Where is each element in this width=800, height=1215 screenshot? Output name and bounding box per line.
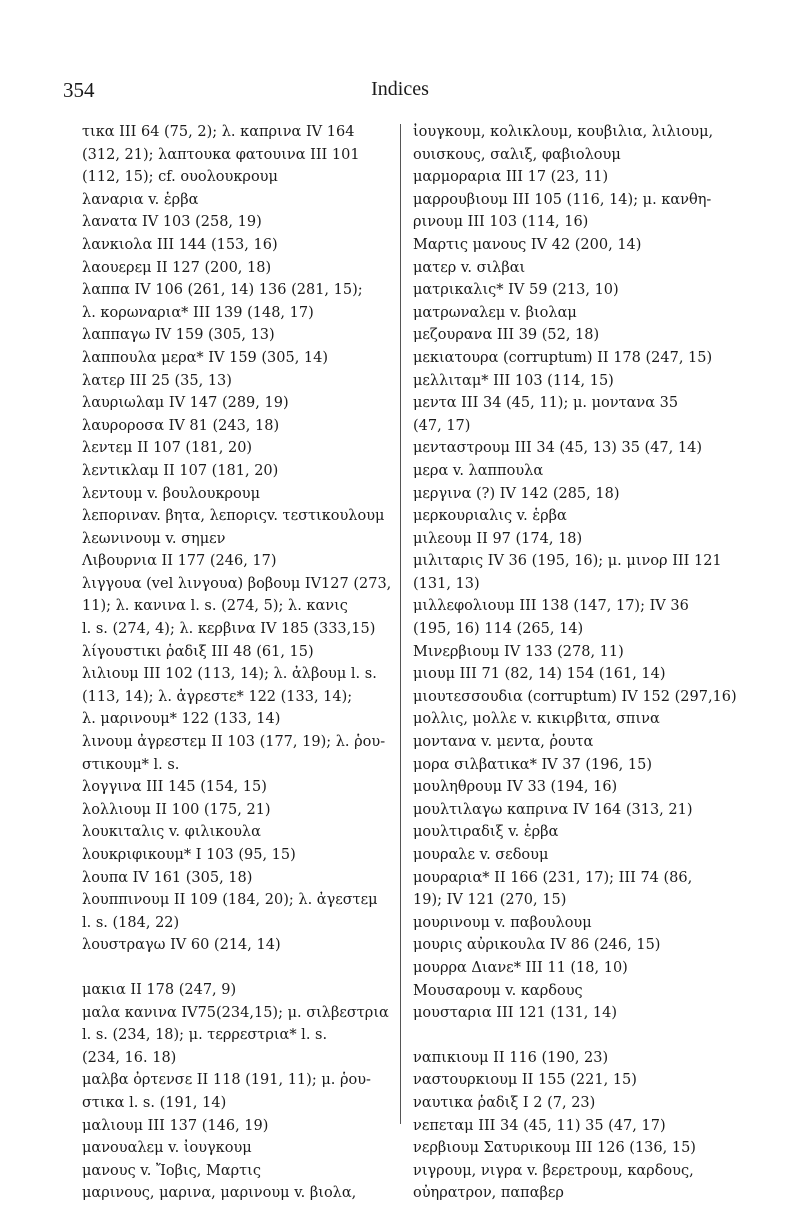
index-line: (112, 15); cf. ουολουκρουμ bbox=[82, 169, 278, 186]
index-line: λεντεμ II 107 (181, 20) bbox=[82, 440, 253, 457]
index-line: (113, 14); λ. ἀγρεστε* 122 (133, 14); bbox=[82, 688, 353, 705]
index-line: μελλιταμ* III 103 (114, 15) bbox=[413, 372, 614, 389]
index-line: λαυριωλαμ IV 147 (289, 19) bbox=[82, 395, 289, 412]
index-line: ναστουρκιουμ II 155 (221, 15) bbox=[413, 1072, 637, 1089]
index-line: ματερ v. σιλβαι bbox=[413, 259, 526, 276]
index-line: λαναρια v. ἑρβα bbox=[82, 191, 199, 208]
index-line: μουλτιλαγω καπρινα IV 164 (313, 21) bbox=[413, 801, 693, 818]
page-number: 354 bbox=[63, 78, 95, 102]
index-line: 11); λ. κανινα l. s. (274, 5); λ. κανις bbox=[82, 598, 348, 615]
index-line: Μουσαρουμ v. καρδους bbox=[413, 982, 583, 999]
index-line: (312, 21); λαπτουκα φατουινα III 101 bbox=[82, 146, 360, 163]
index-line: λινουμ ἀγρεστεμ II 103 (177, 19); λ. ῥου- bbox=[82, 734, 386, 751]
index-line: (131, 13) bbox=[413, 575, 480, 592]
index-line: μιουτεσσουδια (corruptum) IV 152 (297,16) bbox=[413, 688, 737, 705]
index-line: Λιβουρνια II 177 (246, 17) bbox=[82, 553, 277, 570]
index-line: μερα v. λαππουλα bbox=[413, 462, 544, 479]
index-line: λογγινα III 145 (154, 15) bbox=[82, 779, 267, 796]
index-line: οὐηρατρον, παπαβερ bbox=[413, 1185, 564, 1202]
index-line: μεργινα (?) IV 142 (285, 18) bbox=[413, 485, 620, 502]
index-line: λεωνινουμ v. σημεν bbox=[82, 530, 226, 547]
index-line: μουραλε v. σεδουμ bbox=[413, 847, 549, 863]
index-line: λουππινουμ II 109 (184, 20); λ. ἀγεστεμ bbox=[82, 892, 378, 909]
index-line: λ. κορωναρια* III 139 (148, 17) bbox=[82, 304, 314, 321]
index-line: ματρικαλις* IV 59 (213, 10) bbox=[413, 282, 619, 299]
index-line: λουπα IV 161 (305, 18) bbox=[82, 869, 253, 886]
index-line: μοντανα v. μεντα, ῥουτα bbox=[413, 734, 594, 751]
index-line: μουσταρια III 121 (131, 14) bbox=[413, 1005, 618, 1022]
index-line: λανατα IV 103 (258, 19) bbox=[82, 214, 262, 231]
index-line: λιγγουα (vel λινγουα) βοβουμ IV127 (273, bbox=[82, 575, 392, 592]
index-line: ουισκους, σαλιξ, φαβιολουμ bbox=[413, 146, 621, 163]
index-line: λαουερεμ II 127 (200, 18) bbox=[82, 259, 272, 276]
index-line: μουληθρουμ IV 33 (194, 16) bbox=[413, 779, 618, 796]
index-line: μακια II 178 (247, 9) bbox=[82, 981, 237, 998]
index-column-right bbox=[413, 121, 771, 1205]
index-line: μερκουριαλις v. ἑρβα bbox=[413, 508, 567, 525]
index-line: (195, 16) 114 (265, 14) bbox=[413, 621, 584, 638]
index-line: ἰουγκουμ, κολικλουμ, κουβιλια, λιλιουμ, bbox=[413, 124, 714, 140]
index-line: μεζουρανα III 39 (52, 18) bbox=[413, 327, 600, 344]
running-title: Indices bbox=[371, 78, 429, 100]
index-line: λεντικλαμ II 107 (181, 20) bbox=[82, 462, 279, 479]
index-line: μαλβα ὀρτενσε II 118 (191, 11); μ. ῥου- bbox=[82, 1072, 371, 1089]
index-line: στικα l. s. (191, 14) bbox=[82, 1094, 227, 1111]
index-line: μενταστρουμ III 34 (45, 13) 35 (47, 14) bbox=[413, 440, 702, 457]
index-line: λ. μαρινουμ* 122 (133, 14) bbox=[82, 711, 281, 728]
index-column-left bbox=[82, 121, 394, 1205]
index-line: τικα III 64 (75, 2); λ. καπρινα IV 164 bbox=[82, 124, 355, 140]
index-line: (234, 16. 18) bbox=[82, 1049, 177, 1066]
index-line: ναπικιουμ II 116 (190, 23) bbox=[413, 1049, 609, 1066]
index-line: μουρινουμ v. παβουλουμ bbox=[413, 914, 592, 931]
index-line: μεκιατουρα (corruptum) II 178 (247, 15) bbox=[413, 349, 713, 366]
index-line: (47, 17) bbox=[413, 417, 471, 434]
index-line: Μινερβιουμ IV 133 (278, 11) bbox=[413, 643, 624, 660]
index-line: λουκιταλις v. φιλικουλα bbox=[82, 824, 261, 841]
index-line: μιλλεφολιουμ III 138 (147, 17); IV 36 bbox=[413, 598, 689, 615]
index-line: μιλιταρις IV 36 (195, 16); μ. μινορ III 121 bbox=[413, 553, 722, 570]
index-line: λαππα IV 106 (261, 14) 136 (281, 15); bbox=[82, 282, 363, 299]
index-line: μαρμοραρια III 17 (23, 11) bbox=[413, 169, 609, 186]
index-line: λαππαγω IV 159 (305, 13) bbox=[82, 327, 275, 344]
index-line: στικουμ* l. s. bbox=[82, 756, 180, 773]
index-line: l. s. (184, 22) bbox=[82, 914, 180, 931]
index-line: ματρωναλεμ v. βιολαμ bbox=[413, 304, 577, 321]
index-line: λεντουμ v. βουλουκρουμ bbox=[82, 485, 261, 502]
index-line: μολλις, μολλε v. κικιρβιτα, σπινα bbox=[413, 711, 660, 728]
column-divider bbox=[400, 124, 401, 1124]
index-line: λανκιολα III 144 (153, 16) bbox=[82, 236, 278, 253]
index-line: l. s. (234, 18); μ. τερρεστρια* l. s. bbox=[82, 1027, 328, 1044]
index-line: λεποριναv. βητα, λεποριςv. τεστικουλουμ bbox=[82, 508, 385, 525]
index-line: νιγρουμ, νιγρα v. βερετρουμ, καρδους, bbox=[413, 1162, 694, 1179]
index-line: μανουαλεμ v. ἰουγκουμ bbox=[82, 1140, 252, 1157]
index-line: λαππουλα μερα* IV 159 (305, 14) bbox=[82, 349, 329, 366]
index-line: l. s. (274, 4); λ. κερβινα IV 185 (333,15) bbox=[82, 621, 376, 638]
page-header bbox=[0, 78, 800, 108]
index-line: μουρις αὐρικουλα IV 86 (246, 15) bbox=[413, 937, 661, 954]
index-line: μουραρια* II 166 (231, 17); III 74 (86, bbox=[413, 869, 693, 886]
index-line: μουλτιραδιξ v. ἑρβα bbox=[413, 824, 559, 841]
index-line: λαυροροσα IV 81 (243, 18) bbox=[82, 417, 280, 434]
index-line: ρινουμ III 103 (114, 16) bbox=[413, 214, 589, 231]
index-line: μαλιουμ III 137 (146, 19) bbox=[82, 1117, 269, 1134]
index-line: μορα σιλβατικα* IV 37 (196, 15) bbox=[413, 756, 652, 773]
index-line: Μαρτις μανους IV 42 (200, 14) bbox=[413, 236, 642, 253]
index-line: μεντα III 34 (45, 11); μ. μοντανα 35 bbox=[413, 395, 679, 412]
index-line: μαρρουβιουμ III 105 (116, 14); μ. κανθη- bbox=[413, 191, 712, 208]
index-line: μιλεουμ II 97 (174, 18) bbox=[413, 530, 583, 547]
index-line: νερβιουμ Σατυρικουμ III 126 (136, 15) bbox=[413, 1140, 696, 1157]
index-line: μαλα κανινα IV75(234,15); μ. σιλβεστρια bbox=[82, 1004, 389, 1021]
index-line: μουρρα Διανε* III 11 (18, 10) bbox=[413, 959, 628, 976]
index-line: μαρινους, μαρινα, μαρινουμ v. βιολα, bbox=[82, 1185, 357, 1202]
index-line: λολλιουμ II 100 (175, 21) bbox=[82, 801, 271, 818]
index-line: νεπεταμ III 34 (45, 11) 35 (47, 17) bbox=[413, 1117, 666, 1134]
index-line: μιουμ III 71 (82, 14) 154 (161, 14) bbox=[413, 666, 666, 683]
index-line: ναυτικα ῥαδιξ I 2 (7, 23) bbox=[413, 1094, 596, 1111]
index-line: λουστραγω IV 60 (214, 14) bbox=[82, 937, 281, 954]
index-line: μανους v. Ἴοβις, Μαρτις bbox=[82, 1162, 261, 1179]
index-line: λιλιουμ III 102 (113, 14); λ. ἀλβουμ l. s. bbox=[82, 666, 377, 683]
index-line: λατερ III 25 (35, 13) bbox=[82, 372, 232, 389]
index-line: λουκριφικουμ* I 103 (95, 15) bbox=[82, 847, 296, 863]
index-line: 19); IV 121 (270, 15) bbox=[413, 892, 567, 909]
index-line: λίγουστικι ῥαδιξ III 48 (61, 15) bbox=[82, 643, 314, 660]
